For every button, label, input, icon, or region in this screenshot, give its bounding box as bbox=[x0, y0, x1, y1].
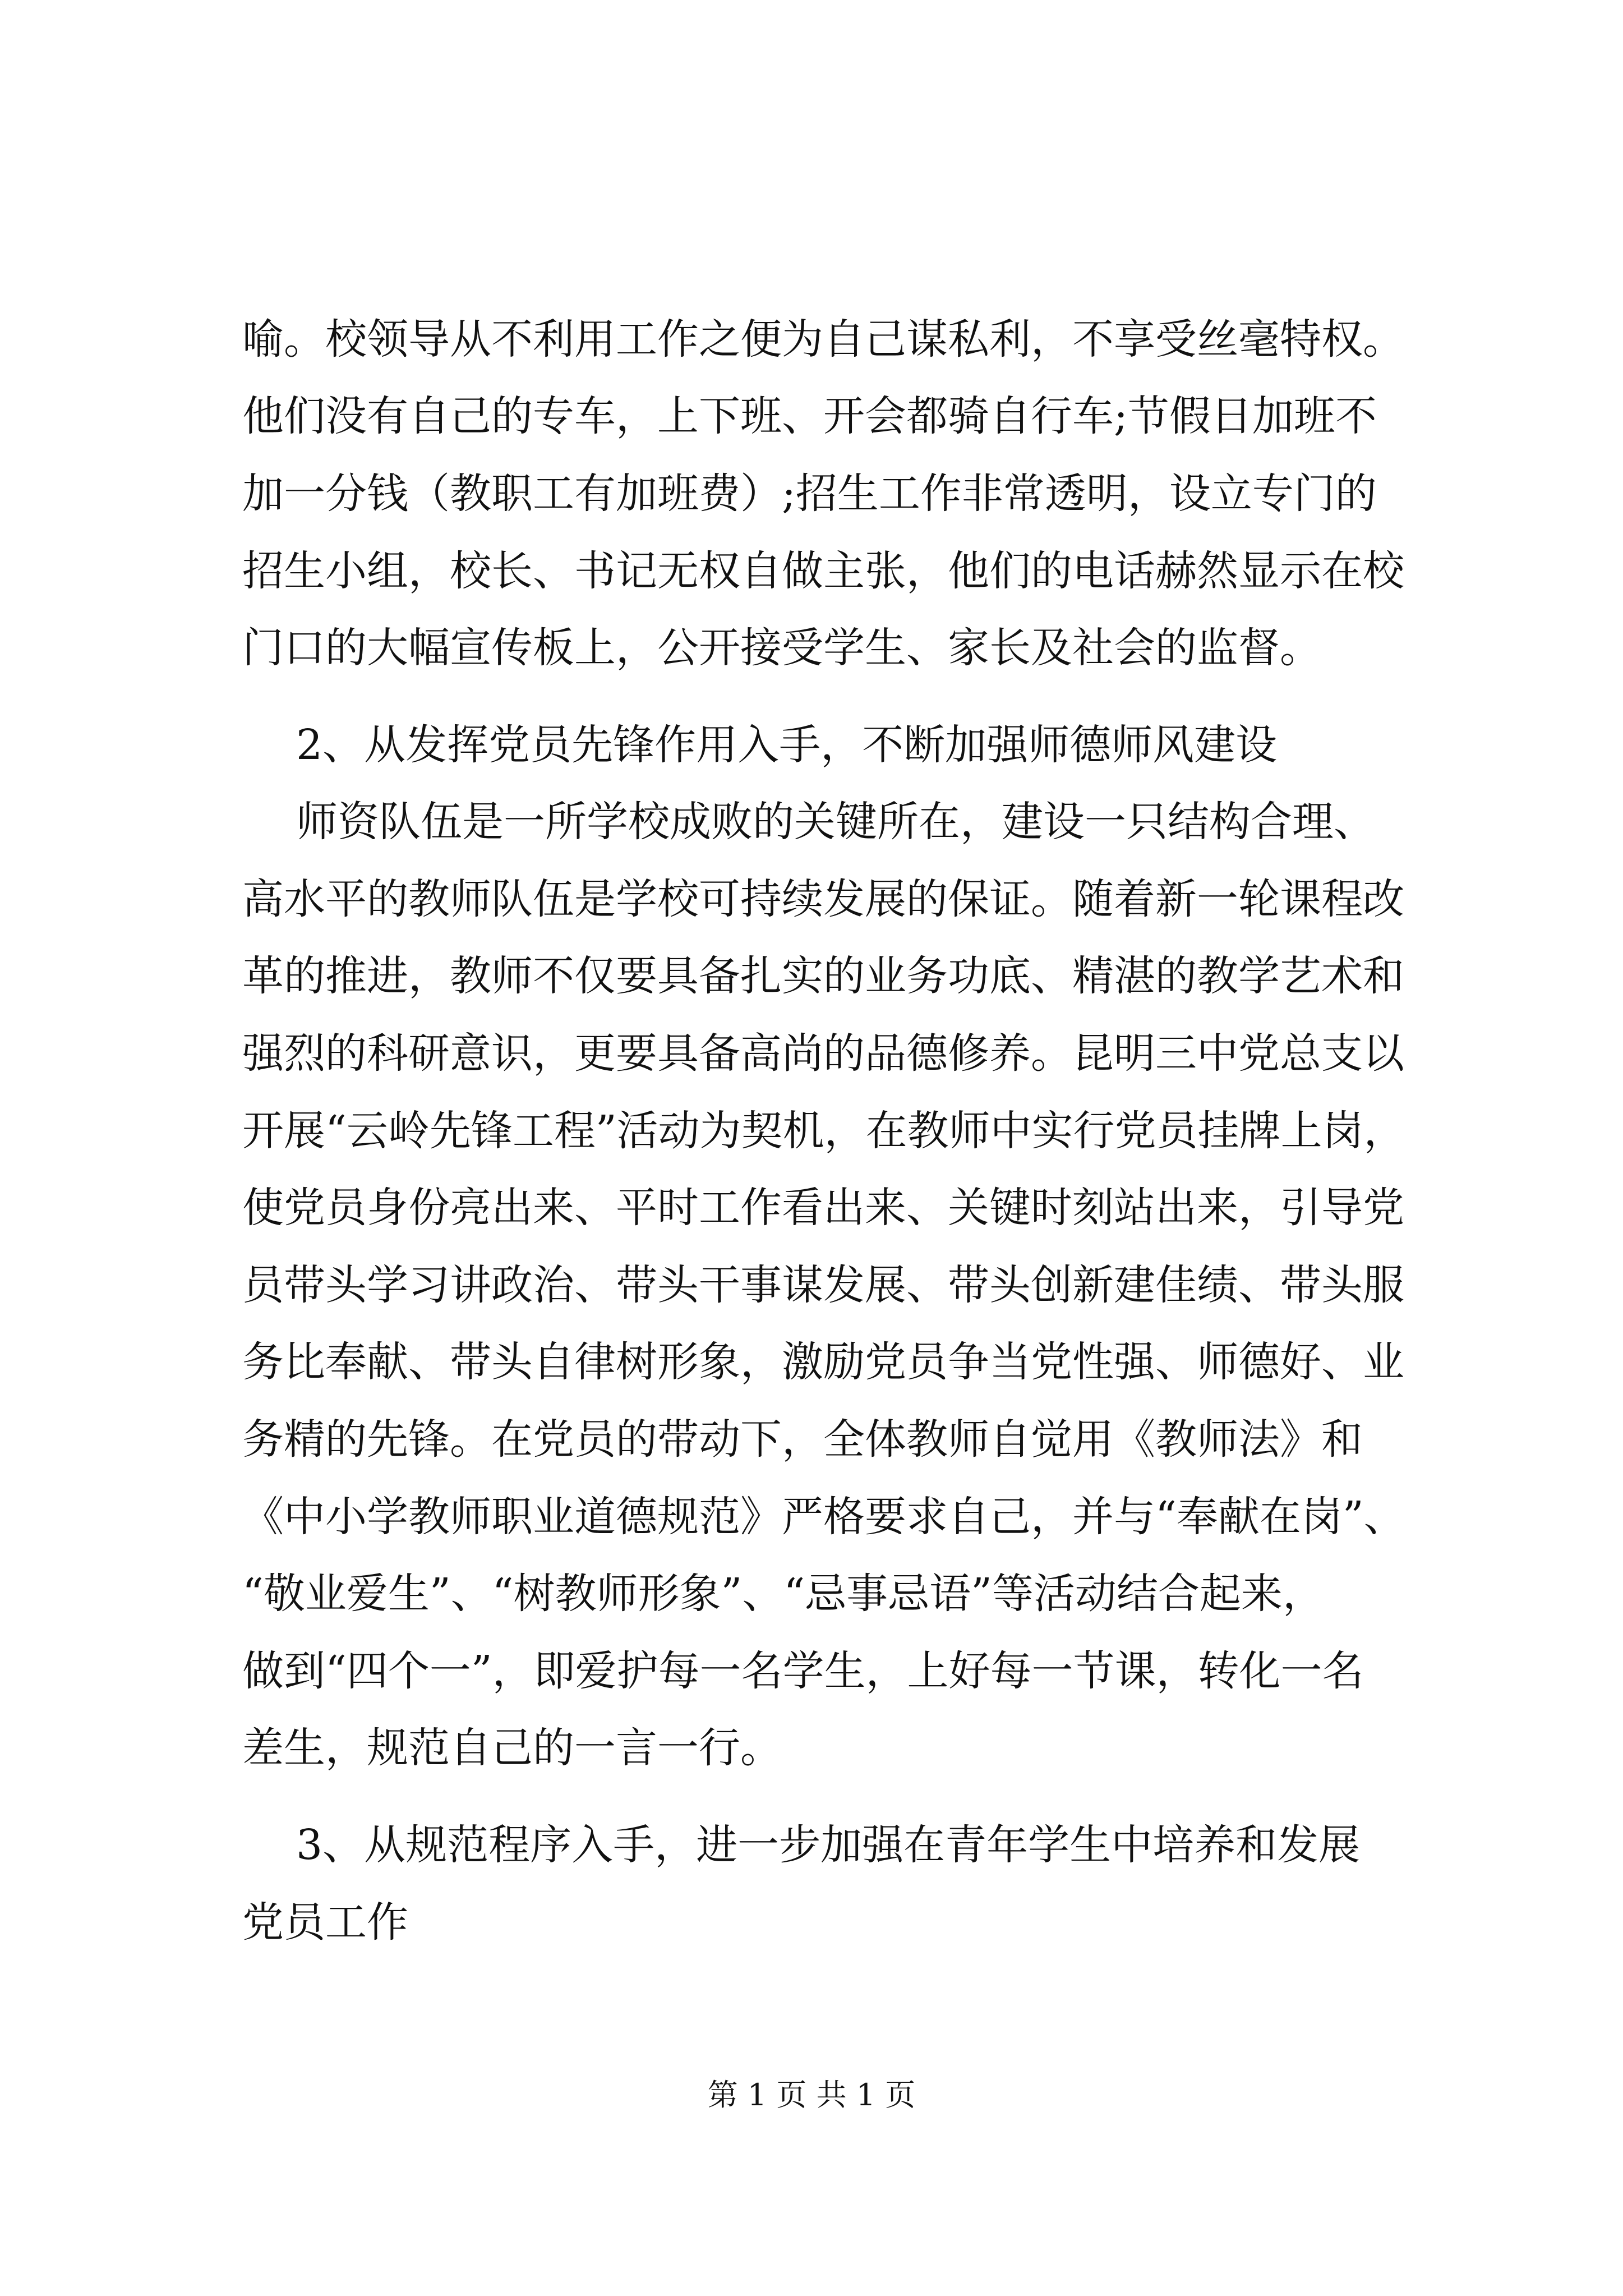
text-line bbox=[0, 1709, 1623, 1787]
line-text: 强烈的科研意识，更要具备高尚的品德修养。昆明三中党总支以 bbox=[242, 1029, 1404, 1078]
page-number-label: 第 1 页 共 1 页 bbox=[707, 2077, 916, 2113]
text-line bbox=[0, 1246, 1623, 1324]
text-line bbox=[0, 1323, 1623, 1401]
text-line bbox=[0, 300, 1623, 379]
heading-text: 2、从发挥党员先锋作用入手，不断加强师德师风建设 bbox=[296, 721, 1278, 769]
line-text: 使党员身份亮出来、平时工作看出来、关键时刻站出来，引导党 bbox=[242, 1184, 1404, 1232]
line-text: 招生小组，校长、书记无权自做主张，他们的电话赫然显示在校 bbox=[242, 547, 1404, 595]
line-text: 务精的先锋。在党员的带动下，全体教师自觉用《教师法》和 bbox=[242, 1415, 1363, 1464]
paragraph-first-line bbox=[0, 783, 1623, 861]
line-text: 做到“四个一”，即爱护每一名学生，上好每一节课，转化一名 bbox=[242, 1647, 1364, 1695]
text-line bbox=[0, 609, 1623, 687]
page-footer bbox=[0, 2073, 1623, 2118]
text-line bbox=[0, 1168, 1623, 1247]
text-line bbox=[0, 1478, 1623, 1556]
text-line bbox=[0, 1014, 1623, 1093]
line-text: 门口的大幅宣传板上，公开接受学生、家长及社会的监督。 bbox=[242, 624, 1321, 672]
text-line bbox=[0, 1632, 1623, 1710]
line-text: 开展“云岭先锋工程”活动为契机，在教师中实行党员挂牌上岗， bbox=[242, 1107, 1405, 1155]
line-text: 高水平的教师队伍是学校可持续发展的保证。随着新一轮课程改 bbox=[242, 875, 1404, 923]
line-text: 师资队伍是一所学校成败的关键所在，建设一只结构合理、 bbox=[296, 798, 1375, 846]
text-line bbox=[0, 1092, 1623, 1170]
section-heading-continuation bbox=[0, 1883, 1623, 1962]
heading-text: 党员工作 bbox=[242, 1898, 408, 1947]
text-line bbox=[0, 532, 1623, 610]
text-line bbox=[0, 1554, 1623, 1633]
text-line bbox=[0, 860, 1623, 938]
heading-text: 3、从规范程序入手，进一步加强在青年学生中培养和发展 bbox=[296, 1821, 1361, 1869]
line-text: 务比奉献、带头自律树形象，激励党员争当党性强、师德好、业 bbox=[242, 1338, 1404, 1386]
line-text: 员带头学习讲政治、带头干事谋发展、带头创新建佳绩、带头服 bbox=[242, 1261, 1404, 1309]
line-text: 革的推进，教师不仅要具备扎实的业务功底、精湛的教学艺术和 bbox=[242, 952, 1404, 1000]
line-text: 喻。校领导从不利用工作之便为自己谋私利，不享受丝毫特权。 bbox=[242, 315, 1404, 364]
line-text: 他们没有自己的专车，上下班、开会都骑自行车;节假日加班不 bbox=[242, 392, 1377, 440]
text-line bbox=[0, 454, 1623, 533]
section-heading bbox=[0, 706, 1623, 784]
text-line bbox=[0, 937, 1623, 1015]
line-text: “敬业爱生”、“树教师形象”、“忌事忌语”等活动结合起来， bbox=[242, 1570, 1324, 1618]
line-text: 《中小学教师职业道德规范》严格要求自己，并与“奉献在岗”、 bbox=[242, 1493, 1405, 1541]
text-line bbox=[0, 377, 1623, 455]
line-text: 加一分钱（教职工有加班费）;招生工作非常透明，设立专门的 bbox=[242, 470, 1377, 518]
line-text: 差生，规范自己的一言一行。 bbox=[242, 1724, 782, 1772]
text-line bbox=[0, 1400, 1623, 1479]
section-heading bbox=[0, 1806, 1623, 1884]
